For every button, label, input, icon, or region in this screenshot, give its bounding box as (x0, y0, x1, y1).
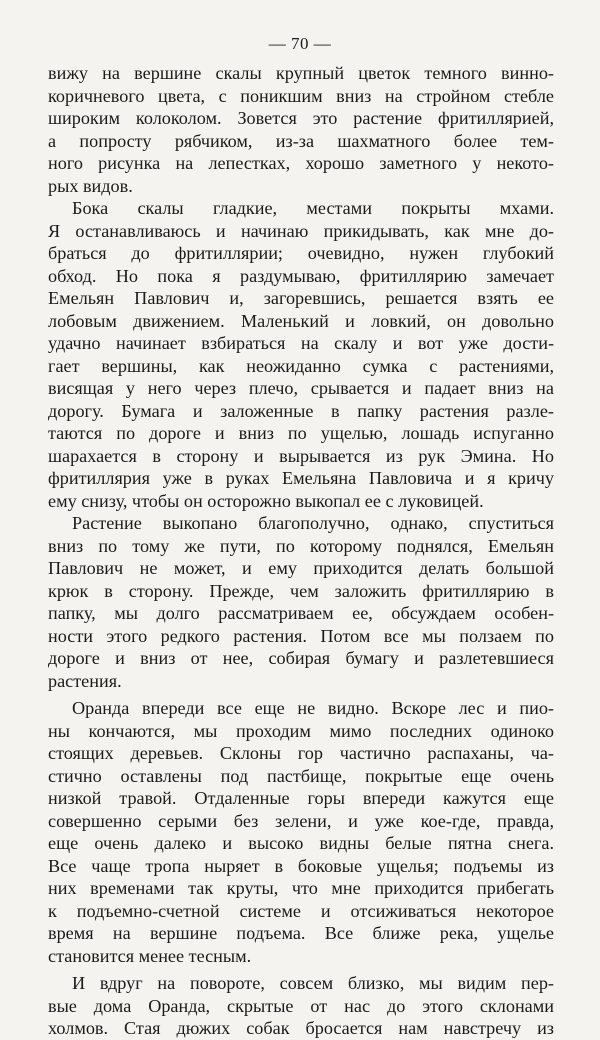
text-line: к подъемно-счетной системе и отсиживаться некоторое (48, 900, 554, 921)
text-line: стоящих деревьев. Склоны гор частично распаханы, ча- (48, 743, 554, 763)
text-line: коричневого цвета, с поникшим вниз на стройном стебле (48, 85, 554, 106)
text-line: еще очень далеко и высоко видны белые пятна снега. (48, 833, 554, 853)
text-line: висящая у него через плечо, срывается и падает вниз на (48, 378, 554, 398)
text-line: низкой травой. Отдаленные горы впереди кажутся еще (48, 788, 554, 808)
text-line: вые дома Оранда, скрытые от нас до этого склонами (48, 995, 554, 1016)
text-line: Растение выкопано благополучно, однако, спуститься (72, 513, 554, 533)
text-line: удачно начинает взбираться на скалу и вот уже дости- (48, 333, 554, 353)
text-line: лобовым движением. Маленький и ловкий, он довольно (48, 310, 554, 331)
text-line: браться до фритиллярии; очевидно, нужен глубокий (48, 243, 554, 263)
text-line: папку, мы долго рассматриваем ее, обсуждаем особен- (48, 603, 554, 623)
text-line: дорогу. Бумага и заложенные в папку растения разле- (48, 400, 554, 421)
text-line: Павлович не может, и ему приходится делать большой (48, 558, 554, 578)
text-line: вижу на вершине скалы крупный цветок темного винно- (48, 63, 554, 83)
text-line: широким колоколом. Зовется это растение фритиллярией, (48, 108, 554, 128)
text-line: Я останавливаюсь и начинаю прикидывать, как мне до- (48, 220, 554, 241)
text-line: холмов. Стая дюжих собак бросается нам навстречу из (48, 1018, 554, 1038)
text-line: обход. Но пока я раздумываю, фритиллярию замечает (48, 265, 554, 286)
text-line: становится менее тесным. (48, 945, 252, 966)
text-line: фритиллярия уже в руках Емельяна Павловича и я кричу (48, 468, 554, 488)
text-line: шарахается в сторону и вырывается из рук Эмина. Но (48, 445, 554, 466)
body-text (48, 62, 554, 1040)
text-line: Все чаще тропа ныряет в боковые ущелья; подъемы из (48, 855, 554, 876)
text-line: Емельян Павлович и, загоревшись, решается взять ее (48, 288, 554, 308)
text-line: таются по дороге и вниз по ущелью, лошадь испуганно (48, 423, 554, 443)
text-line: Бока скалы гладкие, местами покрыты мхами. (72, 198, 554, 218)
text-line: крюк в сторону. Прежде, чем заложить фритиллярию в (48, 580, 554, 601)
text-line: гает вершины, как неожиданно сумка с растениями, (48, 355, 554, 376)
text-line: ему снизу, чтобы он осторожно выкопал ее с луковицей. (48, 490, 484, 511)
text-line: вниз по тому же пути, по которому поднялся, Емельян (48, 535, 554, 556)
text-line: растения. (48, 670, 122, 691)
text-line: время на вершине подъема. Все ближе река, ущелье (48, 923, 554, 943)
text-line: ны кончаются, мы проходим мимо последних одиноко (48, 720, 554, 741)
text-line: стично оставлены под пастбище, покрытые еще очень (48, 765, 554, 786)
text-line: а попросту рябчиком, из-за шахматного более тем- (48, 130, 554, 151)
text-line: совершенно серыми без зелени, и уже кое-где, правда, (48, 810, 554, 831)
text-line: И вдруг на повороте, совсем близко, мы видим пер- (72, 973, 554, 993)
text-line: рых видов. (48, 175, 133, 196)
text-line: дороге и вниз от нее, собирая бумагу и разлетевшиеся (48, 648, 554, 668)
text-line: ного рисунка на лепестках, хорошо заметного у некото- (48, 153, 554, 173)
text-line: ности этого редкого растения. Потом все мы ползаем по (48, 625, 554, 646)
text-line: Оранда впереди все еще не видно. Вскоре лес и пио- (72, 698, 554, 718)
page-number: — 70 — (268, 34, 332, 53)
text-line: них временами так круты, что мне приходится прибегать (48, 878, 554, 898)
